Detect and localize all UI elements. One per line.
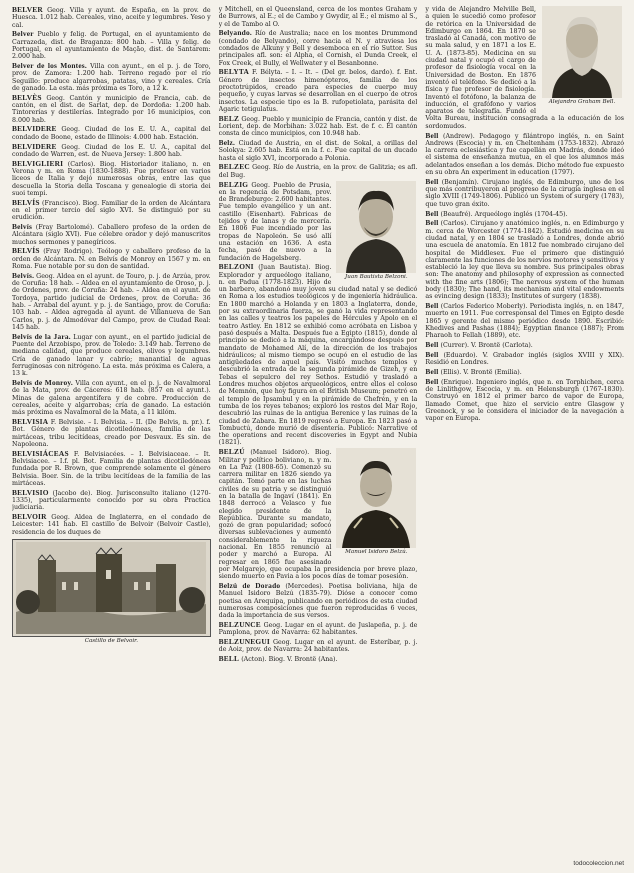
entry-text: Río de Australia; nace en los montes Drummond (condado de Belyando), corre hacia el N. y atraviesa los condados de Alkuny y Bell y desemboca en el río Suttor. Sus principales afl. son: el Alpha, el Cornish, el Dunda Creek, el Fox Creek, el Bully, el Wellwater y el Besanbonne. <box>218 30 418 67</box>
entry-headword: Belver de los Montes. <box>12 61 87 71</box>
entry-text: (Fray Rodrigo). Teólogo y caballero profeso de la orden de Alcántara. N. en Belvís de Monroy en 1567 y m. en Roma. Fue notable por su don de santidad. <box>12 248 211 270</box>
entry-headword: Bell <box>425 349 439 359</box>
dictionary-entry <box>12 333 211 378</box>
entry-text: Ciudad de Austria, en el dist. de Sokal, a orillas del Solokya: 2.605 hab. Está en la f. c. Fue capital de un ducado hasta el siglo XVI, incorporado a Polonia. <box>218 140 418 162</box>
entry-headword: BELVIDERE <box>12 141 57 151</box>
belzoni-figure <box>335 181 417 281</box>
entry-headword: Bell <box>425 208 439 218</box>
castle-figure <box>12 539 211 645</box>
dictionary-entry <box>12 125 211 141</box>
entry-text: y vida de Alejandro Melville Bell, a quien le sucedió como profesor de retórica en la Universidad de Edimburgo en 1864. En 1870 se trasladó al Canadá, con motivo de su mala salud, y en 1871 a los E. U. A. (1873-85). Medicina en su ciudad natal y ocupó el cargo de profesor de fisiología vocal en la Universidad de Boston. En 1876 inventó el teléfono. Se dedicó a la física y fue profesor de fisiología. Inventó el fotófono, la balanza de inducción, el grafófono y varios aparatos de telegrafía. Fundó el Volta Bureau, institución consagrada a la educación de los sordomudos. <box>425 6 625 130</box>
entry-headword: BELZÚ <box>218 447 245 457</box>
entry-headword: BELVISIÁCEAS <box>12 448 69 458</box>
entry-text: (Carlos). Cirujano y anatómico inglés, n. en Edimburgo y m. cerca de Worcester (1774-1842). Estudió medicina en su ciudad natal, y en 1804 se trasladó a Londres, donde abrió una escuela de anatomía. En 1812 fue nombrado cirujano del hospital de Middlesex. Fue el primero que distinguió claramente las funciones de los nervios motores y sensitivos y estableció la ley que lleva su nombre. Sus principales obras son: The anatomy and philosophy of expression as connected with the fine arts (1806); The nervous system of the human body (1830); The hand, its mechanism and vital endowments as evincing design (1833); Institutes of surgery (1838). <box>425 220 625 301</box>
entry-text: Geog. Pueblo de Prusia, en la regencia de Potsdam, prov. de Brandeburgo: 2.600 habitantes. Fue templo evangélico y un ant. castillo (Eisenhart). Fabricas de tejidos y de lanas y de mercería. En 1806 Fue incendiado por las tropas de Napoleón. Se usó allí una estación en 1636. A esta fecha, pasó de nuevo a la fundación de Hagelsberg. <box>218 181 332 262</box>
entry-headword: Bell <box>425 301 439 311</box>
entry-text: Lugar con ayunt., en el partido judicial de Puente del Arzobispo, prov. de Toledo: 3.149 hab. Terreno de mediana calidad, que produce cereales, olivos y legumbres. Cría de ganado lanar y cabrío; manantial de aguas ferruginosas con nitrógeno. La esta. más próxima es Calera, a 13 k. <box>12 333 211 378</box>
dictionary-entry <box>12 223 211 246</box>
dictionary-entry <box>12 247 211 270</box>
graham-bell-figure <box>540 6 624 106</box>
dictionary-entry <box>219 115 418 138</box>
belzu-figure <box>335 448 417 556</box>
dictionary-entry <box>12 272 211 331</box>
entry-headword: BELVOIR <box>12 512 47 521</box>
entry-text: (Fray Bartolomé). Caballero profeso de la orden de Alcántara (siglo XVI). Fue célebre orador y dejó manuscritos muchos sermones y panegíricos. <box>12 224 211 246</box>
entry-headword: BELZEC <box>218 162 250 172</box>
column-right <box>425 6 624 854</box>
dictionary-entry <box>12 489 211 512</box>
entry-text: Geog. Lugar en el ayunt. de Esteríbar, p. j. de Aoiz, prov. de Navarra: 24 habitantes. <box>218 639 418 654</box>
entry-text: (Eduardo). V. Grabador inglés (siglos XVIII y XIX). Residió en Londres. <box>425 351 625 367</box>
entry-text: (Ellis). V. Brontë (Emilia). <box>440 368 522 376</box>
entry-text: (Carlos). Biog. Historiador italiano, n. en Verona y m. en Roma (1830-1888). Fue profesor en varios liceos de Italia y dejó numerosas obras, entre las que descuella la Storia della Toscana y genealogie di storia dei suoi tempi. <box>12 160 211 197</box>
belzu-portrait <box>336 448 416 548</box>
entry-text: Geog. Aldea en el ayunt. de Touro, p. j. de Arzúa, prov. de Coruña: 18 hab. – Aldea en el ayuntamiento de Oroso, p. j. de Ordenes, prov. de Coruña: 24 hab. – Aldea en el ayunt. de Tordoya, partido judicial de Ordenes, prov. de Coruña: 36 hab. – Arrabal del ayunt. y p. j. de Santiago, prov. de Coruña: 103 hab. – Aldea agregada al ayunt. de Villanueva de San Carlos, p. j. de Almodóvar del Campo, prov. de Ciudad Real: 145 hab. <box>12 272 211 331</box>
dictionary-entry <box>425 351 624 367</box>
entry-headword: Bell <box>425 130 439 140</box>
castle-caption: Castillo de Belvoir. <box>84 637 138 644</box>
entry-text: Geog. Pueblo y municipio de Francia, cantón y dist. de Lorient, dep. de Morbihan: 3.022 hab. Est. de f. c. El cantón consta de cinco municipios, con 10.948 hab. <box>218 115 418 138</box>
entry-headword: BELVIGLIERI <box>12 158 64 168</box>
entry-headword: BELZIG <box>218 179 249 189</box>
belzoni-caption: Juan Bautista Belzoni. <box>345 273 408 280</box>
dictionary-entry <box>219 6 418 28</box>
dictionary-entry <box>12 513 211 536</box>
entry-text: Villa con ayunt., en el p. j. de Navalmoral de la Mata, prov. de Cáceres: 618 hab. (857 en el ayunt.). Minas de galena argentífera y de cobre. Producción de cereales, aceite y algarrobas; cría de ganado. La estación más próxima es Navalmoral de la Mata, a 11 kilóm. <box>12 379 211 417</box>
dictionary-entry <box>12 143 211 159</box>
column-middle <box>219 6 418 854</box>
entry-headword: BELVÍS <box>12 197 40 207</box>
entry-text: Geog. Aldea de Inglaterra, en el condado de Leicester: 141 hab. El castillo de Belvoir (Belvoir Castle), residencia de los duques de <box>12 514 211 536</box>
entry-text: y Mitchell, en el Queensland, cerca de los montes Graham y de Burrows, al E.; el de Cambo y Gwydir, al E.; el mismo al S., y el de Tambo al O. <box>218 6 418 28</box>
entry-headword: Bell <box>425 176 439 186</box>
entry-text: (Manuel Isidoro). Biog. Militar y político boliviano, n. y m. en La Paz (1808-65). Comenzó su carrera militar en 1826 siendo ya capitán. Tomó parte en las luchas civiles de su patria y se distinguió en la batalla de Ingaví (1841). En 1848 derrocó a Velasco y fue elegido presidente de la República. Durante su mandato, gozó de gran popularidad; sofocó diversas sublevaciones y aumentó considerablemente la riqueza nacional. En 1855 renunció al poder y marchó a Europa. Al regresar en 1865 fue asesinado por Melgarejo, que ocupaba la presidencia por breve plazo, siendo muerto en Pavia a los pocos días de tomar posesión. <box>218 449 418 581</box>
entry-headword: BELVISIO <box>12 487 49 497</box>
entry-text: (Beaufré). Arqueólogo inglés (1704-45). <box>440 210 568 218</box>
belzu-caption: Manuel Isidoro Belzú. <box>345 549 408 556</box>
entry-text: F. Bélyta. – I. – It. – (Del gr. belos, dardo). f. Ent. Género de insectos himenópteros, familia de los proctotrúpidos, creado para especies de cuerpo muy pequeño, y cuyas larvas se desarrollan en el cuerpo de otros insectos. La especie tipo es la B. rufopetiolata, parásita del Agaric tetigulatus. <box>218 69 418 113</box>
entry-headword: Bell <box>425 376 439 386</box>
entry-headword: Bell <box>425 366 439 376</box>
dictionary-entry <box>425 368 624 376</box>
entry-headword: Belver <box>12 29 34 39</box>
entry-text: Geog. Cantón y municipio de Francia, cab. de cantón, en el dist. de Sarlat, dep. de Dordoña: 1.200 hab. Tintorerías y destilerías. Integrado por 16 municipios, con 8.000 hab. <box>12 94 211 124</box>
entry-headword: Belzú de Dorado <box>218 581 281 591</box>
entry-text: (Juan Bautista). Biog. Explorador y arqueólogo italiano, n. en Padua (1778-1823). Hijo de un barbero, abandonó muy joven su ciudad natal y se dedicó en Roma a los estudios teológicos y de ingeniería hidráulica. En 1800 marchó a Holanda y en 1803 a Inglaterra, donde, por su extraordinaria fuerza, se ganó la vida representando en las calles y teatros los papeles de Hércules y Apolo en el teatro Astley. En 1812 se exhibió como acróbata en Lisboa y pasó después a Malta. Después fue a Egipto (1815), donde al principio se dedicó a la máquina, encargándose después por mandato de Mohamed Alí, de la dirección de los trabajos hidráulicos; al mismo tiempo se ocupó en el estudio de las antigüedades de aquel país. Visitó muchos templos y descubrió la entrada de la segunda pirámide de Gizeh, y en Tebas el sepulcro del rey Sethos. Estudió y trasladó a Londres muchos objetos arqueológicos, entre ellos el coloso de Memnón, que hoy figura en el British Museum; penetró en el templo de Ipsambul y en la pirámide de Chefrén, y en la tumba de los reyes tebanos; exploró los restos del Mar Rojo, descubrió las ruinas de la antigua Berenice y las ruinas de la ciudad de Zabara. En 1819 regresó a Europa. En 1823 pasó a Tombuctú, donde murió de disentería. Publicó: Narrative of the operations and recent discoveries in Egypt and Nubia (1821). <box>218 264 418 447</box>
entry-headword: BELL <box>218 654 240 664</box>
castle-illustration <box>12 539 211 637</box>
entry-text: (Acton). Biog. V. Brontë (Ana). <box>241 656 338 664</box>
entry-text: (Enrique). Ingeniero inglés, que n. en Torphichen, cerca de Linlithgow, Escocia, y m. en Helensburgh (1767-1830). Construyó en 1812 el primer barco de vapor de Europa, llamado Comet, que hizo el servicio entre Glasgow y Greenock, y se le considera el iniciador de la navegación a vapor en Europa. <box>425 378 625 423</box>
dictionary-entry <box>219 638 418 654</box>
entry-text: (Francisco). Biog. Familiar de la orden de Alcántara en el primer tercio del siglo XVI. Se distinguió por su erudición. <box>12 199 211 222</box>
entry-text: (Currer). V. Brontë (Carlota). <box>440 342 533 350</box>
entry-text: Geog. Ciudad de los E. U. A., capital del condado de Warren, est. de Nueva Jersey: 1.800 hab. <box>12 143 211 158</box>
column-left <box>12 6 211 854</box>
entry-headword: BELZONI <box>218 262 254 272</box>
entry-text: Villa con ayunt., en el p. j. de Toro, prov. de Zamora: 1.200 hab. Terreno regado por el río Seguillo: produce algarrobas, patatas, vino y cereales. Cría de ganado. La esta. más próxima es Toro, a 12 k. <box>12 63 211 92</box>
entry-headword: BELZUNCE <box>218 620 261 630</box>
dictionary-entry <box>219 621 418 637</box>
entry-headword: BELZUNEGUI <box>218 637 270 647</box>
entry-headword: Bell <box>425 218 439 228</box>
entry-text: (Jacobo de). Biog. Jurisconsulto italiano (1270-1335), particularmente conocido por su obra Practica judiciaria. <box>12 489 211 512</box>
entry-headword: Belvís. <box>12 270 35 280</box>
entry-headword: Belyando. <box>218 28 252 38</box>
entry-text: Geog. Ciudad de los E. U. A., capital del condado de Boone, estado de Illinois: 4.000 hab. Estación. <box>12 126 211 141</box>
entry-headword: BELVIDERE <box>12 124 57 134</box>
dictionary-entry <box>219 655 418 663</box>
dictionary-entry <box>12 94 211 124</box>
entry-headword: BELZ <box>218 113 240 123</box>
entry-text: F. Belvisiacées. – I. Belvisiaceae. – It. Belvisiacee. – I.f. pl. Bot. Familia de plantas dicotiledóneas fundada por R. Brown, que comprende solamente el género Belvisia. Boer. Sin. de la tribu lecitídeas de la familia de las mirtáceas. <box>12 450 211 487</box>
dictionary-entry <box>425 132 624 177</box>
dictionary-entry <box>425 219 624 300</box>
entry-headword: Belvís <box>12 222 33 232</box>
entry-headword: Belz. <box>218 138 236 148</box>
entry-text: (Andrew). Pedagogo y filántropo inglés, n. en Saint Andrews (Escocia) y m. en Cheltenham (1753-1832). Abrazó la carrera eclesiástica y fue capellán en Madrás, donde ideó el sistema de enseñanza mutua, en el que los alumnos más adelantados enseñan a los demás. Dicho método fue expuesto en su obra An experiment in education (1797). <box>425 132 625 177</box>
dictionary-entry <box>425 378 624 423</box>
entry-text: (Carlos Federico Moberly). Periodista inglés, n. en 1847, muerto en 1911. Fue corresponsal del Times en Egipto desde 1865 y gerente del mismo periódico desde 1890. Escribió: Khedives and Pashas (1884); Egyptian finance (1887); From Pharaoh to Fellah (1889), etc. <box>425 303 625 340</box>
dictionary-entry <box>12 160 211 197</box>
dictionary-entry <box>219 139 418 162</box>
graham-bell-caption: Alejandro Graham Bell. <box>548 99 616 105</box>
dictionary-entry <box>12 199 211 222</box>
entry-headword: BELVISIA <box>12 416 49 426</box>
entry-headword: Bell <box>425 340 439 350</box>
entry-text: (Benjamín). Cirujano inglés, de Edimburgo, uno de los que más contribuyeron al progreso de la cirugía inglesa en el siglo XVIII (1749-1806). Publicó un System of surgery (1783), que tuvo gran éxito. <box>425 178 625 208</box>
dictionary-entry <box>219 68 418 113</box>
dictionary-entry <box>12 62 211 92</box>
dictionary-entry <box>12 418 211 448</box>
entry-text: F. Belvisie. – I. Belvisia. – II. (De Belvis, n. pr.). f. Bot. Género de plantas dicotiledóneas, familia de las mirtáceas, tribu lecitídeas, creado por Desvaux. Es sin. de Napoleona. <box>12 418 211 448</box>
dictionary-entry <box>425 341 624 349</box>
graham-bell-portrait <box>542 6 622 98</box>
dictionary-entry <box>425 178 624 208</box>
entry-headword: Belvís de Monroy. <box>12 377 73 387</box>
entry-text: Geog. Río de Austria, en la prov. de Galitzia; es afl. del Bug. <box>218 164 418 179</box>
entry-text: Pueblo y felig. de Portugal, en el ayuntamiento de Carrazeda, dist. de Braganza: 800 hab. – Villa y felig. de Portugal, en el ayuntamiento de Mação, dist. de Santarem: 2.000 hab. <box>12 31 211 61</box>
dictionary-entry <box>219 29 418 66</box>
dictionary-entry <box>12 450 211 487</box>
dictionary-entry <box>425 210 624 218</box>
entry-headword: BELYTA <box>218 67 250 77</box>
dictionary-entry <box>219 582 418 619</box>
watermark: todocoleccion.net <box>573 860 624 867</box>
belzoni-portrait <box>336 181 416 273</box>
entry-text: Geog. Villa y ayunt. de España, en la prov. de Huesca. 1.012 hab. Cereales, vino, aceite y legumbres. Yeso y cal. <box>12 7 211 29</box>
entry-headword: BELVER <box>12 6 43 14</box>
dictionary-entry <box>12 30 211 60</box>
dictionary-entry <box>425 302 624 339</box>
dictionary-entry <box>12 6 211 29</box>
entry-headword: BELVÍS <box>12 246 40 256</box>
entry-text: (Mercedes). Poetisa boliviana, hija de Manuel Isidoro Belzú (1835-79). Dióse a conocer como poetisa en Arequipa, publicando en periódicos de esta ciudad numerosas composiciones que fueron reproducidas 6 veces, dada la importancia de sus versos. <box>218 583 418 620</box>
entry-headword: BELVÈS <box>12 92 42 102</box>
dictionary-entry <box>219 263 418 446</box>
dictionary-entry <box>219 163 418 179</box>
entry-text: Geog. Lugar en el ayunt. de Juslapeña, p. j. de Pamplona, prov. de Navarra: 62 habitantes. <box>218 622 418 637</box>
dictionary-entry <box>12 379 211 416</box>
entry-headword: Belvís de la Jara. <box>12 331 71 341</box>
